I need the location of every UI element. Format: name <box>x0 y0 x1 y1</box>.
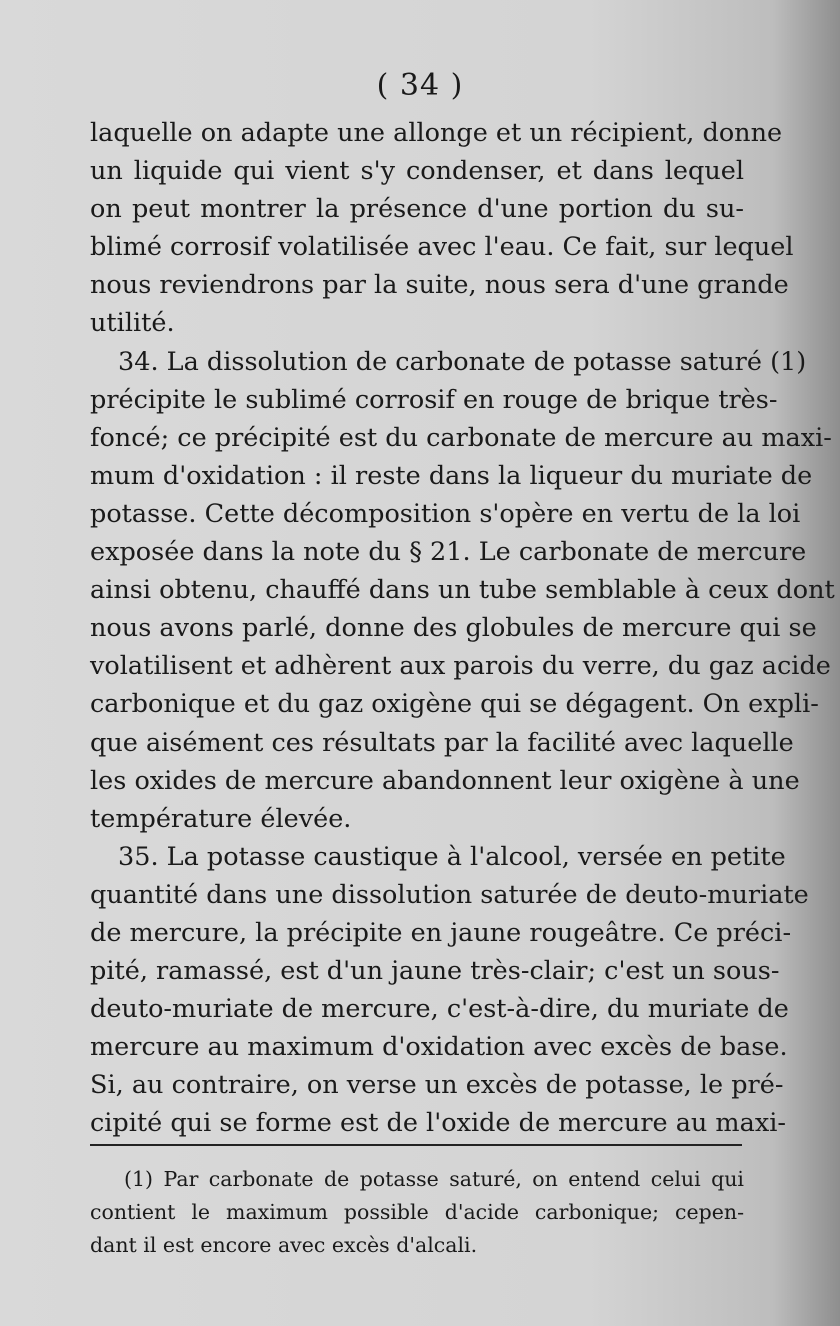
text-line: potasse. Cette décomposition s'opère en vertu de la loi <box>90 498 801 529</box>
text-line: volatilisent et adhèrent aux parois du verre, du gaz acide <box>90 651 831 682</box>
page-number: ( 34 ) <box>376 68 464 103</box>
text-line: quantité dans une dissolution saturée de deuto-muriate <box>90 879 809 910</box>
text-line: mercure au maximum d'oxidation avec excès de base. <box>90 1032 788 1063</box>
footnote-line: (1) Par carbonate de potasse saturé, on entend celui qui <box>124 1167 744 1191</box>
text-line: Si, au contraire, on verse un excès de potasse, le pré- <box>90 1070 784 1101</box>
text-line: de mercure, la précipite en jaune rougeâtre. Ce préci- <box>90 917 792 948</box>
text-line: les oxides de mercure abandonnent leur oxigène à une <box>90 765 800 796</box>
paragraph-34-start: 34. La dissolution de carbonate de potasse saturé (1) <box>118 346 807 377</box>
text-line: on peut montrer la présence d'une portion du su- <box>90 194 744 225</box>
text-line: foncé; ce précipité est du carbonate de mercure au maxi- <box>90 422 832 453</box>
text-line: utilité. <box>90 308 175 339</box>
text-line: nous reviendrons par la suite, nous sera d'une grande <box>90 270 789 301</box>
footnote-rule <box>90 1144 742 1146</box>
main-text <box>90 114 835 1143</box>
text-line: ainsi obtenu, chauffé dans un tube semblable à ceux dont <box>90 575 835 606</box>
text-line: carbonique et du gaz oxigène qui se dégagent. On expli- <box>90 689 819 720</box>
text-line: un liquide qui vient s'y condenser, et dans lequel <box>90 156 744 187</box>
footnotes <box>90 1163 744 1262</box>
text-line: deuto-muriate de mercure, c'est-à-dire, du muriate de <box>90 994 789 1025</box>
text-line: température élevée. <box>90 803 352 834</box>
text-line: nous avons parlé, donne des globules de mercure qui se <box>90 613 817 644</box>
text-line: blimé corrosif volatilisée avec l'eau. Ce fait, sur lequel <box>90 232 794 263</box>
text-line: cipité qui se forme est de l'oxide de mercure au maxi- <box>90 1108 786 1139</box>
text-line: que aisément ces résultats par la facilité avec laquelle <box>90 727 794 758</box>
footnote-line: contient le maximum possible d'acide carbonique; cepen- <box>90 1200 744 1224</box>
footnote-line: dant il est encore avec excès d'alcali. <box>90 1233 478 1257</box>
text-line: pité, ramassé, est d'un jaune très-clair; c'est un sous- <box>90 956 780 987</box>
paragraph-35-start: 35. La potasse caustique à l'alcool, versée en petite <box>118 841 786 872</box>
text-line: exposée dans la note du § 21. Le carbonate de mercure <box>90 537 807 568</box>
text-line: laquelle on adapte une allonge et un récipient, donne <box>90 118 783 148</box>
text-line: précipite le sublimé corrosif en rouge de brique très- <box>90 384 778 415</box>
text-line: mum d'oxidation : il reste dans la liqueur du muriate de <box>90 460 813 491</box>
